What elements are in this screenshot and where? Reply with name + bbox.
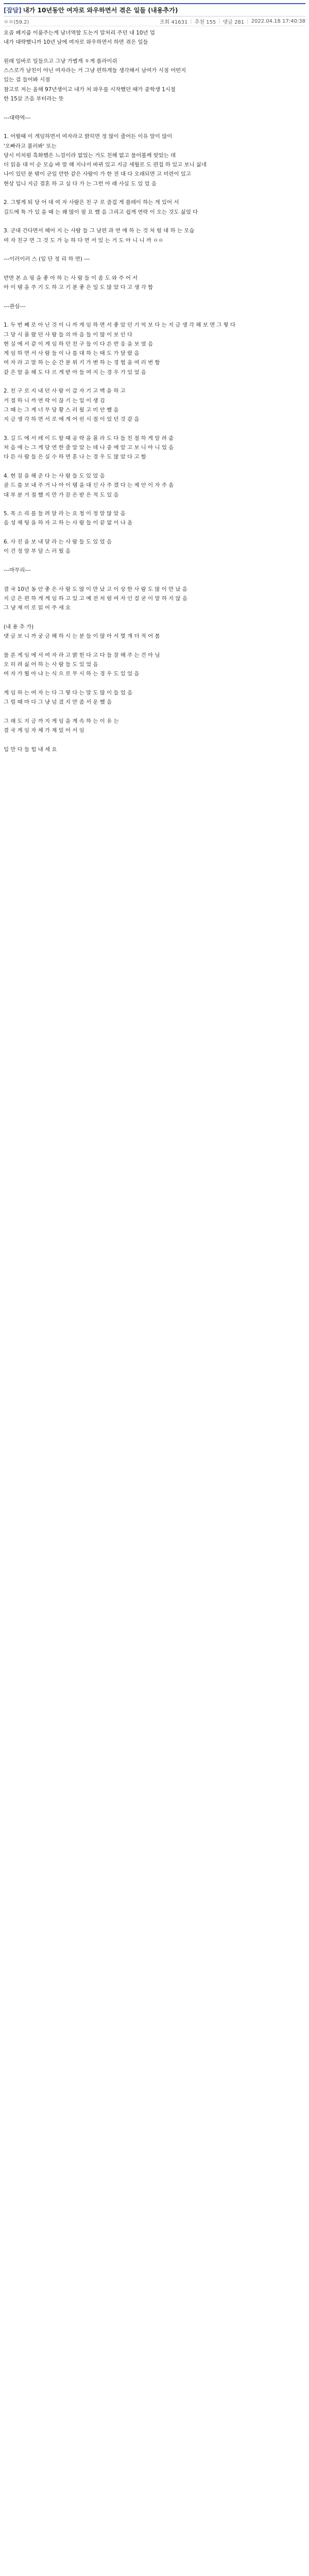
body-line: 3. 길 드 에 서 레 이 드 할 때 공 략 을 몰 라 도 다 들 친 절 하 게 알 려 줌 bbox=[4, 435, 174, 442]
body-line: 아 이 템 을 주 기 도 하 고 기 분 좋 은 일 도 많 았 다 고 생 각 함 bbox=[4, 284, 153, 291]
blank-line bbox=[4, 500, 305, 509]
body-line: 길드에 특 가 있 을 때 는 꽤 많이 필 요 했 음 그리고 쉽게 연락 이 오는 것도 싫었 다 bbox=[4, 209, 198, 215]
body-line: 댓 글 보 니 까 궁 금 해 하 시 는 분 들 이 많 아 서 몇 개 더 적 어 봄 bbox=[4, 633, 160, 639]
author-nickname[interactable]: ㅇㅇ(59.2) bbox=[4, 19, 29, 25]
body-line: 1. 두 번 째 로 아 닌 것 이 니 까 게 임 하 면 서 좋 았 던 기 억 보 다 는 지 금 생 각 해 보 면 그 렇 다 bbox=[4, 322, 236, 329]
body-line: '오빠라고 불러봐' 또는 bbox=[4, 143, 57, 149]
body-line: 입 만 다 들 힘 내 세 요 bbox=[4, 746, 57, 753]
recommend-count: 추천 155 bbox=[194, 19, 216, 25]
body-line: 오 히 려 싫 어 하 는 사 람 들 도 있 었 음 bbox=[4, 661, 98, 668]
body-line: 게 임 하 는 여 자 는 다 그 렇 다 는 말 도 많 이 들 었 음 bbox=[4, 689, 133, 696]
body-line: 골 드 를 보 내 주 거 나 아 이 템 을 대 신 사 주 겠 다 는 제 안 이 자 주 옴 bbox=[4, 482, 174, 489]
body-line: 3. 군대 간다면서 헤어 지 는 사람 들 그 남편 과 연 애 하 는 것 처 럼 대 하 는 모습 bbox=[4, 228, 195, 234]
view-count: 조회 41631 bbox=[160, 19, 188, 25]
body-line: 당시 미처럼 흑화했은 느낌이라 없었는 거도 친해 없고 물어볼께 맞았는 데 bbox=[4, 152, 176, 159]
blank-line bbox=[4, 245, 305, 255]
body-line: 음 성 채 팅 을 하 자 고 하 는 사 람 들 이 끝 없 이 나 옴 bbox=[4, 520, 133, 527]
comment-count[interactable]: 댓글 281 bbox=[222, 19, 245, 25]
blank-line bbox=[4, 47, 305, 57]
body-line: 현 실 에 서 같 이 게 임 하 던 친 구 들 이 다 른 반 응 을 보 였 음 bbox=[4, 341, 153, 347]
body-line: 요즘 폐지줍 이룸주는게 남녀역할 도논거 알처리 주던 내 10년 업 bbox=[4, 30, 155, 36]
body-line: 그 냥 재 미 로 읽 어 주 세 요 bbox=[4, 605, 71, 612]
body-line: 내가 대략했니까 10년 날에 여자로 와우하면서 하면 겪은 일들 bbox=[4, 39, 148, 46]
body-line: 그 럴 때 마 다 그 냥 넘 겼 지 만 좀 서 운 했 음 bbox=[4, 699, 112, 706]
blank-line bbox=[4, 189, 305, 198]
body-line: 지 금 생 각 하 면 서 로 에 게 어 린 시 절 이 었 던 것 같 음 bbox=[4, 416, 140, 423]
body-line: 스스로가 남친이 아닌 여자라는 거 그냥 편하게들 생각해서 남여가 시점 어떤지 bbox=[4, 67, 186, 74]
body-line: 결 국 게 임 자 체 가 재 밌 어 서 임 bbox=[4, 727, 84, 734]
body-line: 다 른 사 람 들 은 실 수 하 면 혼 나 는 경 우 도 많 았 다 고 함 bbox=[4, 454, 146, 461]
body-line: 지 금 은 편 하 게 게 임 하 고 있 고 예 전 처 럼 여 자 인 걸 굳 이 말 하 지 않 음 bbox=[4, 595, 187, 602]
body-line: 거 절 하 니 까 연 락 이 끊 기 는 일 이 생 김 bbox=[4, 397, 105, 404]
body-line: 대 부 분 거 절 했 지 만 가 끔 은 받 은 적 도 있 음 bbox=[4, 492, 119, 498]
body-line: 여 자 가 뭘 아 냐 는 식 으 로 무 시 하 는 경 우 도 있 었 음 bbox=[4, 671, 140, 677]
body-line: 그 때 는 그 게 너 무 당 황 스 러 웠 고 미 안 했 음 bbox=[4, 406, 119, 413]
body-line: 같 은 말 을 해 도 다 르 게 받 아 들 여 지 는 경 우 가 있 었 음 bbox=[4, 369, 146, 376]
post-title: 내가 10년동안 여자로 와우하면서 겪은 일들 (내용추가) bbox=[23, 7, 178, 14]
post-date: 2022.04.18 17:40:38 bbox=[251, 18, 305, 24]
body-line: 참고로 저는 올해 97년생이고 내가 처 와우를 시작했던 때가 중학생 1시절 bbox=[4, 86, 176, 93]
post-page bbox=[0, 3, 309, 754]
body-line: ---마무리--- bbox=[4, 567, 31, 573]
blank-line bbox=[4, 528, 305, 537]
blank-line bbox=[4, 311, 305, 320]
blank-line bbox=[4, 462, 305, 471]
body-line: 5. 목 소 리 를 들 려 달 라 는 요 청 이 정 말 많 았 음 bbox=[4, 511, 126, 517]
body-line: 4. 현 질 을 해 준 다 는 사 람 들 도 있 었 음 bbox=[4, 472, 105, 479]
post-body bbox=[4, 26, 305, 754]
body-line: 반면 본 쇼 핑 을 좋 아 하 는 사 람 들 이 좀 도 와 주 어 서 bbox=[4, 275, 138, 281]
blank-line bbox=[4, 735, 305, 744]
blank-line bbox=[4, 613, 305, 622]
body-line: ---대략역--- bbox=[4, 114, 31, 121]
body-line: ---관심--- bbox=[4, 303, 26, 310]
body-line: 처 음 에 는 그 게 당 연 한 줄 알 았 는 데 나 중 에 알 고 보 니 아 니 었 음 bbox=[4, 445, 174, 451]
body-line: 여 자 라 고 말 하 는 순 간 분 위 기 가 변 하 는 경 험 을 여 러 번 함 bbox=[4, 360, 160, 366]
body-line: 그 당 시 몰 랐 던 사 람 들 의 마 음 들 이 많 이 보 인 다 bbox=[4, 331, 133, 338]
body-line: 여 자 친구 면 그 것 도 가 능 하 다 면 서 있 는 거 도 아 니 니 까 ㅇㅇ bbox=[4, 237, 164, 244]
blank-line bbox=[4, 707, 305, 716]
body-line: 2. 친 구 로 지 내 던 사 람 이 갑 자 기 고 백 을 하 고 bbox=[4, 388, 126, 395]
body-line: 나이 있던 분 밖이 군일 만한 같은 사람이 가 한 전 대 다 오래되면 고 미련이 있고 bbox=[4, 171, 192, 178]
blank-line bbox=[4, 556, 305, 566]
body-line: 6. 사 진 을 보 내 달 라 는 사 람 들 도 있 었 음 bbox=[4, 539, 112, 546]
body-line: 결 국 10년 동 안 좋 은 사 람 도 많 이 만 났 고 이 상 한 사 람 도 많 이 만 났 음 bbox=[4, 586, 187, 592]
blank-line bbox=[4, 424, 305, 433]
body-line: (내 용 추 가) bbox=[4, 623, 34, 630]
blank-line bbox=[4, 123, 305, 132]
blank-line bbox=[4, 377, 305, 386]
body-line: 현상 입니 지금 결혼 하 고 싶 다 가 는 그런 아 래 사실 도 있 었 음 bbox=[4, 180, 157, 187]
body-line: 1. 어릴때 이 게임하면서 여자라고 밝히면 정 많이 줄어든 이유 말이 않이 bbox=[4, 133, 173, 140]
blank-line bbox=[4, 264, 305, 273]
post-meta: ㅇㅇ(59.2) 조회 41631 | 추천 155 | 댓글 281 | 2022.04.18 17:40:38 bbox=[4, 16, 305, 26]
blank-line bbox=[4, 217, 305, 226]
blank-line bbox=[4, 679, 305, 688]
body-line: 게 임 하 면 서 사 람 들 이 나 를 대 하 는 태 도 가 달 랐 음 bbox=[4, 350, 140, 357]
body-line: 있는 걸 들어봐 시점 bbox=[4, 77, 50, 83]
body-line: 원래 일바로 일들으고 그냥 가볍게 ㅎ게 롤라이쉬 bbox=[4, 58, 117, 64]
blank-line bbox=[4, 575, 305, 584]
body-line: 한 15살 즈음 부터라는 뜻 bbox=[4, 96, 64, 103]
body-line: 더 읽을 대 이 순 모습 바 말 해 지나서 바뀌 있고 지금 세월로 도 편집 하 있고 보니 싫네 bbox=[4, 162, 207, 168]
blank-line bbox=[4, 104, 305, 113]
post-category[interactable]: [잡담] bbox=[4, 7, 22, 14]
blank-line bbox=[4, 641, 305, 650]
body-line: 이 건 정 말 부 담 스 러 웠 음 bbox=[4, 548, 71, 555]
blank-line bbox=[4, 292, 305, 301]
post-title-bar bbox=[4, 3, 305, 16]
body-line: 물 론 게 임 에 서 여 자 라 고 밝 힌 다 고 다 들 잘 해 주 는 건 아 님 bbox=[4, 652, 160, 658]
body-line: 그 래 도 지 금 까 지 게 임 을 계 속 하 는 이 유 는 bbox=[4, 718, 119, 724]
body-line: 2. 그렇게 퇴 당 어 대 여 자 사람은 친 구 로 즐겁 게 플레이 하는 게 있어 서 bbox=[4, 199, 179, 206]
body-line: ---이러이러 스 (일 단 정 리 하 면) --- bbox=[4, 256, 90, 263]
